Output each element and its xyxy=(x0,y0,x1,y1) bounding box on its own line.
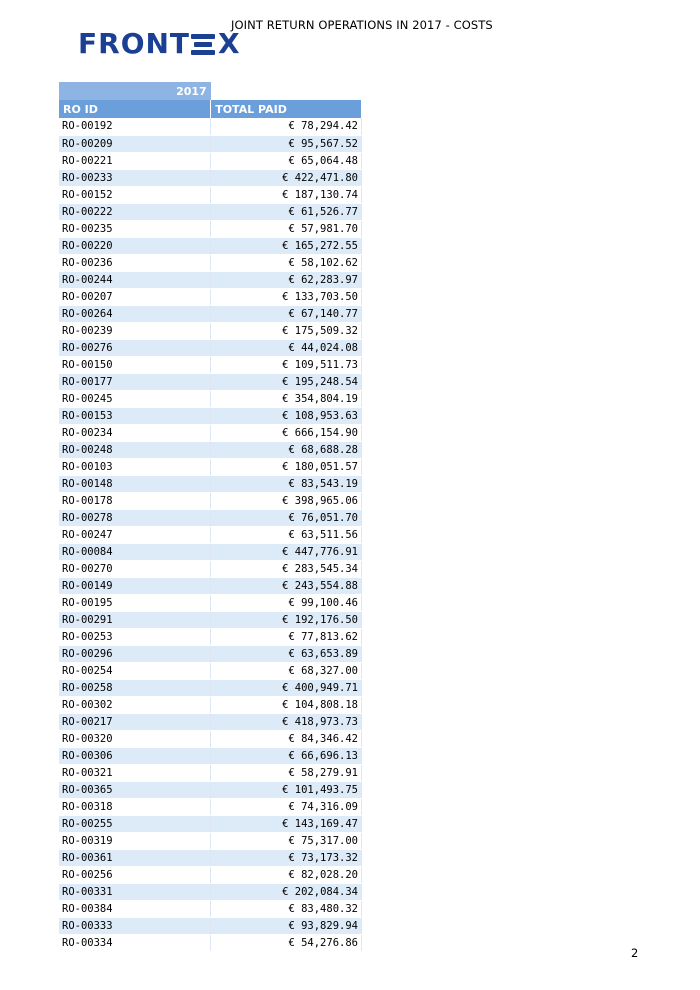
table-row xyxy=(59,271,362,288)
ro-id-cell: RO-00365 xyxy=(59,781,211,798)
total-paid-cell: € 93,829.94 xyxy=(211,917,362,934)
ro-id-cell: RO-00195 xyxy=(59,594,211,611)
table-row xyxy=(59,186,362,203)
total-paid-cell: € 58,279.91 xyxy=(211,764,362,781)
costs-table xyxy=(59,82,362,952)
total-paid-cell: € 418,973.73 xyxy=(211,713,362,730)
total-paid-cell: € 68,688.28 xyxy=(211,441,362,458)
table-row xyxy=(59,662,362,679)
table-row xyxy=(59,764,362,781)
table-row xyxy=(59,373,362,390)
ro-id-cell: RO-00258 xyxy=(59,679,211,696)
table-row xyxy=(59,883,362,900)
table-body xyxy=(59,118,362,951)
table-row xyxy=(59,866,362,883)
ro-id-cell: RO-00247 xyxy=(59,526,211,543)
table-row xyxy=(59,917,362,934)
ro-id-cell: RO-00234 xyxy=(59,424,211,441)
ro-id-cell: RO-00177 xyxy=(59,373,211,390)
total-paid-cell: € 109,511.73 xyxy=(211,356,362,373)
table-row xyxy=(59,781,362,798)
table-row xyxy=(59,390,362,407)
ro-id-cell: RO-00254 xyxy=(59,662,211,679)
ro-id-cell: RO-00253 xyxy=(59,628,211,645)
total-paid-cell: € 354,804.19 xyxy=(211,390,362,407)
total-paid-cell: € 422,471.80 xyxy=(211,169,362,186)
year-header-blank xyxy=(211,82,362,100)
ro-id-cell: RO-00291 xyxy=(59,611,211,628)
logo-stylized-e-icon xyxy=(191,32,217,56)
ro-id-cell: RO-00235 xyxy=(59,220,211,237)
ro-id-cell: RO-00152 xyxy=(59,186,211,203)
frontex-logo xyxy=(78,28,258,60)
total-paid-cell: € 180,051.57 xyxy=(211,458,362,475)
ro-id-cell: RO-00320 xyxy=(59,730,211,747)
total-paid-cell: € 61,526.77 xyxy=(211,203,362,220)
ro-id-cell: RO-00245 xyxy=(59,390,211,407)
total-paid-cell: € 63,511.56 xyxy=(211,526,362,543)
year-header-cell: 2017 xyxy=(59,82,211,100)
page-number: 2 xyxy=(631,946,639,960)
table-row xyxy=(59,135,362,152)
table-row xyxy=(59,288,362,305)
total-paid-cell: € 63,653.89 xyxy=(211,645,362,662)
table-row xyxy=(59,560,362,577)
table-row xyxy=(59,611,362,628)
ro-id-cell: RO-00248 xyxy=(59,441,211,458)
ro-id-cell: RO-00084 xyxy=(59,543,211,560)
table-row xyxy=(59,356,362,373)
ro-id-cell: RO-00296 xyxy=(59,645,211,662)
total-paid-cell: € 143,169.47 xyxy=(211,815,362,832)
total-paid-cell: € 202,084.34 xyxy=(211,883,362,900)
total-paid-cell: € 95,567.52 xyxy=(211,135,362,152)
total-paid-cell: € 74,316.09 xyxy=(211,798,362,815)
total-paid-cell: € 66,696.13 xyxy=(211,747,362,764)
logo-text-right: X xyxy=(218,27,241,60)
ro-id-cell: RO-00384 xyxy=(59,900,211,917)
table-row xyxy=(59,832,362,849)
ro-id-cell: RO-00220 xyxy=(59,237,211,254)
total-paid-cell: € 195,248.54 xyxy=(211,373,362,390)
ro-id-cell: RO-00255 xyxy=(59,815,211,832)
total-paid-cell: € 104,808.18 xyxy=(211,696,362,713)
total-paid-cell: € 65,064.48 xyxy=(211,152,362,169)
total-paid-cell: € 54,276.86 xyxy=(211,934,362,951)
ro-id-cell: RO-00333 xyxy=(59,917,211,934)
total-paid-cell: € 133,703.50 xyxy=(211,288,362,305)
table-row xyxy=(59,934,362,951)
ro-id-cell: RO-00239 xyxy=(59,322,211,339)
table-row xyxy=(59,526,362,543)
table-row xyxy=(59,458,362,475)
ro-id-cell: RO-00256 xyxy=(59,866,211,883)
ro-id-cell: RO-00103 xyxy=(59,458,211,475)
table-row xyxy=(59,220,362,237)
table-row xyxy=(59,849,362,866)
total-paid-cell: € 400,949.71 xyxy=(211,679,362,696)
ro-id-cell: RO-00278 xyxy=(59,509,211,526)
page-header-title: JOINT RETURN OPERATIONS IN 2017 - COSTS xyxy=(231,18,493,32)
total-paid-cell: € 83,480.32 xyxy=(211,900,362,917)
total-paid-cell: € 77,813.62 xyxy=(211,628,362,645)
ro-id-cell: RO-00276 xyxy=(59,339,211,356)
table-row xyxy=(59,237,362,254)
total-paid-cell: € 666,154.90 xyxy=(211,424,362,441)
ro-id-cell: RO-00207 xyxy=(59,288,211,305)
ro-id-cell: RO-00361 xyxy=(59,849,211,866)
ro-id-cell: RO-00233 xyxy=(59,169,211,186)
table-row xyxy=(59,492,362,509)
total-paid-cell: € 62,283.97 xyxy=(211,271,362,288)
ro-id-cell: RO-00236 xyxy=(59,254,211,271)
ro-id-cell: RO-00150 xyxy=(59,356,211,373)
total-paid-cell: € 68,327.00 xyxy=(211,662,362,679)
table-row xyxy=(59,254,362,271)
table-row xyxy=(59,152,362,169)
ro-id-cell: RO-00318 xyxy=(59,798,211,815)
table-row xyxy=(59,424,362,441)
table-row xyxy=(59,645,362,662)
column-header-row xyxy=(59,100,362,118)
table-row xyxy=(59,594,362,611)
total-paid-cell: € 283,545.34 xyxy=(211,560,362,577)
table-row xyxy=(59,407,362,424)
table-row xyxy=(59,441,362,458)
table-row xyxy=(59,543,362,560)
table-row xyxy=(59,696,362,713)
ro-id-cell: RO-00321 xyxy=(59,764,211,781)
total-paid-cell: € 83,543.19 xyxy=(211,475,362,492)
table-row xyxy=(59,713,362,730)
ro-id-cell: RO-00153 xyxy=(59,407,211,424)
ro-id-cell: RO-00192 xyxy=(59,118,211,135)
ro-id-cell: RO-00334 xyxy=(59,934,211,951)
ro-id-cell: RO-00209 xyxy=(59,135,211,152)
table-row xyxy=(59,509,362,526)
table-row xyxy=(59,747,362,764)
column-header-total-paid: TOTAL PAID xyxy=(211,100,362,118)
total-paid-cell: € 175,509.32 xyxy=(211,322,362,339)
total-paid-cell: € 75,317.00 xyxy=(211,832,362,849)
ro-id-cell: RO-00331 xyxy=(59,883,211,900)
total-paid-cell: € 398,965.06 xyxy=(211,492,362,509)
ro-id-cell: RO-00178 xyxy=(59,492,211,509)
year-header-row xyxy=(59,82,362,100)
total-paid-cell: € 57,981.70 xyxy=(211,220,362,237)
ro-id-cell: RO-00306 xyxy=(59,747,211,764)
ro-id-cell: RO-00217 xyxy=(59,713,211,730)
column-header-ro-id: RO ID xyxy=(59,100,211,118)
total-paid-cell: € 76,051.70 xyxy=(211,509,362,526)
ro-id-cell: RO-00148 xyxy=(59,475,211,492)
table-row xyxy=(59,679,362,696)
table-row xyxy=(59,577,362,594)
table-row xyxy=(59,798,362,815)
total-paid-cell: € 84,346.42 xyxy=(211,730,362,747)
table-row xyxy=(59,305,362,322)
table-row xyxy=(59,118,362,135)
total-paid-cell: € 101,493.75 xyxy=(211,781,362,798)
total-paid-cell: € 78,294.42 xyxy=(211,118,362,135)
ro-id-cell: RO-00244 xyxy=(59,271,211,288)
table-row xyxy=(59,628,362,645)
total-paid-cell: € 73,173.32 xyxy=(211,849,362,866)
ro-id-cell: RO-00302 xyxy=(59,696,211,713)
total-paid-cell: € 187,130.74 xyxy=(211,186,362,203)
table-row xyxy=(59,322,362,339)
table-row xyxy=(59,900,362,917)
ro-id-cell: RO-00319 xyxy=(59,832,211,849)
ro-id-cell: RO-00264 xyxy=(59,305,211,322)
table-row xyxy=(59,339,362,356)
table-row xyxy=(59,815,362,832)
total-paid-cell: € 58,102.62 xyxy=(211,254,362,271)
total-paid-cell: € 447,776.91 xyxy=(211,543,362,560)
ro-id-cell: RO-00149 xyxy=(59,577,211,594)
total-paid-cell: € 165,272.55 xyxy=(211,237,362,254)
ro-id-cell: RO-00222 xyxy=(59,203,211,220)
total-paid-cell: € 44,024.08 xyxy=(211,339,362,356)
table-row xyxy=(59,169,362,186)
total-paid-cell: € 243,554.88 xyxy=(211,577,362,594)
total-paid-cell: € 67,140.77 xyxy=(211,305,362,322)
ro-id-cell: RO-00221 xyxy=(59,152,211,169)
total-paid-cell: € 99,100.46 xyxy=(211,594,362,611)
total-paid-cell: € 82,028.20 xyxy=(211,866,362,883)
total-paid-cell: € 108,953.63 xyxy=(211,407,362,424)
ro-id-cell: RO-00270 xyxy=(59,560,211,577)
table-row xyxy=(59,203,362,220)
table-row xyxy=(59,730,362,747)
total-paid-cell: € 192,176.50 xyxy=(211,611,362,628)
table-row xyxy=(59,475,362,492)
logo-text-left: FRONT xyxy=(78,27,191,60)
